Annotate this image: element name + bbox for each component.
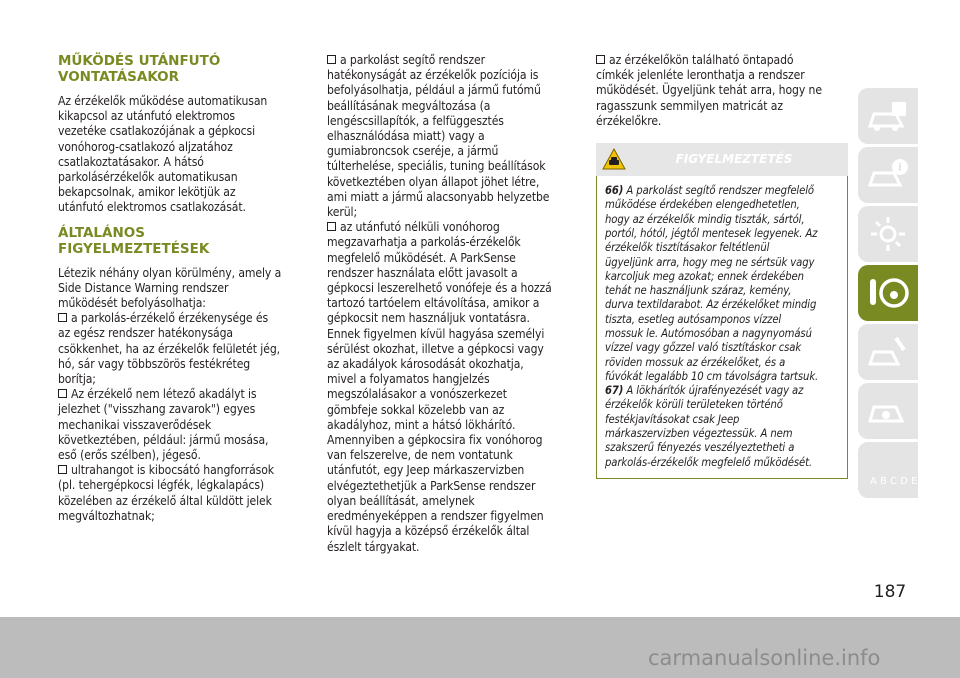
tab-maintenance[interactable] — [858, 324, 918, 380]
headlight-car-icon — [866, 391, 910, 431]
column-1 — [58, 53, 306, 524]
bullet-box-icon — [58, 313, 67, 322]
index-letters-icon — [866, 450, 943, 490]
warning-header — [596, 143, 848, 176]
bullet-box-icon — [327, 222, 336, 231]
tab-climate[interactable] — [858, 206, 918, 262]
tab-warning-lights[interactable] — [858, 147, 918, 203]
svg-text:i: i — [898, 161, 902, 174]
section-heading-warnings: ÁLTALÁNOS FIGYELMEZTETÉSEK — [58, 224, 210, 257]
page-number: 187 — [873, 582, 907, 602]
list-item: az utánfutó nélküli vonóhorog megzavarhatja a parkolás-érzékelők megfelelő működését. A ParkSense rendszer használata előtt javasolt a gépkocsi leszerelhető vonófeje és a hozzá tartozó tartóelem eltávolítása, amikor a gépkocsit nem használjuk vontatásra. Ennek figyelmen kívül hagyása személyi sérülést okozhat, illetve a gépkocsi vagy az akadályok károsodását okozhatja, mivel a folyamatos hangjelzés megszólalásakor a vonószerkezet gömbfeje sokkal közelebb van az akadályhoz, mint a hátsó lökhárító. Amennyiben a gépkocsira fix vonóhorog van felszerelve, de nem vontatunk utánfutót, egy Jeep márkaszervizben elvégeztethetjük a ParkSense rendszer olyan beállítását, amelynek eredményeképpen a rendszer figyelmen kívül hagyja a középső érzékelők által észlelt tárgyakat. — [327, 220, 552, 554]
tab-technical[interactable] — [858, 383, 918, 439]
paragraph-intro: Létezik néhány olyan körülmény, amely a Side Distance Warning rendszer működését befolyásolhatja: — [58, 265, 282, 311]
list-item: a parkolás-érzékelő érzékenysége és az egész rendszer hatékonysága csökkenhet, ha az érzékelők felületét jég, hó, sár vagy többszörös festékréteg borítja; — [58, 311, 280, 387]
bullet-box-icon — [58, 465, 67, 474]
chapter-tabs — [858, 88, 943, 501]
index-letters: A B C D E Z T I — [870, 476, 943, 487]
warning-light-icon — [866, 155, 910, 195]
column-2 — [327, 53, 575, 555]
safety-belt-steering-icon — [866, 273, 910, 313]
warning-box — [596, 176, 848, 479]
tab-car-info[interactable] — [858, 88, 918, 144]
tab-index[interactable] — [858, 442, 943, 498]
bullet-box-icon — [58, 389, 67, 398]
tab-safety[interactable] — [858, 265, 918, 321]
watermark: carmanualsonline.info — [648, 646, 881, 670]
warning-note-67: 67) A lökhárítók újrafényezését vagy az érzékelők körüli területeken történő festékjavításokat csak Jeep márkaszervizben végeztessük. A nem szakszerű fényezés veszélyeztetheti a parkolás-érzékelők megfelelő működését. — [605, 384, 813, 469]
warning-note-66: 66) A parkolást segítő rendszer megfelelő működése érdekében elengedhetetlen, hogy az érzékelők mindig tiszták, sártól, portól, hótól, jégtől mentesek legyenek. Az érzékelők tisztításakor feltétlenül ügyeljünk arra, hogy meg ne sértsük vagy karcoljuk meg azokat; ennek érdekében tehát ne használjunk száraz, kemény, durva textildarabot. Az érzékelőket mindig tiszta, esetleg autósamponos vízzel mossuk le. Autómosóban a nagynyomású vízzel vagy gőzzel való tisztításkor csak röviden mossuk az érzékelőket, és a fúvókát legalább 10 cm távolságra tartsuk. — [605, 184, 819, 383]
top-margin — [0, 0, 960, 47]
list-item: ultrahangot is kibocsátó hangforrások (pl. tehergépkocsi légfék, légkalapács) közelében az érzékelő által küldött jelek megváltozhatnak; — [58, 463, 274, 523]
list-item: a parkolást segítő rendszer hatékonyságát az érzékelők pozíciója is befolyásolhatja, például a jármű futómű beállításának megváltozása (a lengéscsillapítók, a felfüggesztés elhasználódása miatt) vagy a gumiabroncsok cseréje, a jármű túlterhelése, speciális, tuning beállítások következtében olyan állapot jöhet létre, ami miatt a jármű alacsonyabb helyzetbe kerül; — [327, 53, 550, 220]
warning-title: FIGYELMEZTETÉS — [675, 152, 793, 167]
paragraph-trailer: Az érzékelők működése automatikusan kikapcsol az utánfutó elektromos vezetéke csatlakozójának a gépkocsi vonóhorog-csatlakozó aljzatához csatlakoztatásakor. A hátsó parkolásérzékelők automatikusan bekapcsolnak, amikor lekötjük az utánfutó elektromos csatlakozását. — [58, 94, 268, 215]
list-item: Az érzékelő nem létező akadályt is jelezhet ("visszhang zavarok") egyes mechanikai visszaverődések következtében, például: jármű mosása, eső (erős szélben), jégeső. — [58, 387, 269, 463]
wrench-car-icon — [866, 332, 910, 372]
section-heading-trailer: MŰKÖDÉS UTÁNFUTÓ VONTATÁSAKOR — [58, 53, 221, 85]
climate-light-icon — [866, 214, 910, 254]
list-item: az érzékelőkön található öntapadó címkék jelenléte leronthatja a rendszer működését. Ügyeljünk tehát arra, hogy ne ragasszunk semmilyen matricát az érzékelőkre. — [596, 53, 822, 128]
bullet-box-icon — [327, 55, 336, 64]
car-info-icon — [866, 96, 910, 136]
bullet-box-icon — [596, 55, 605, 64]
column-3 — [596, 53, 848, 479]
